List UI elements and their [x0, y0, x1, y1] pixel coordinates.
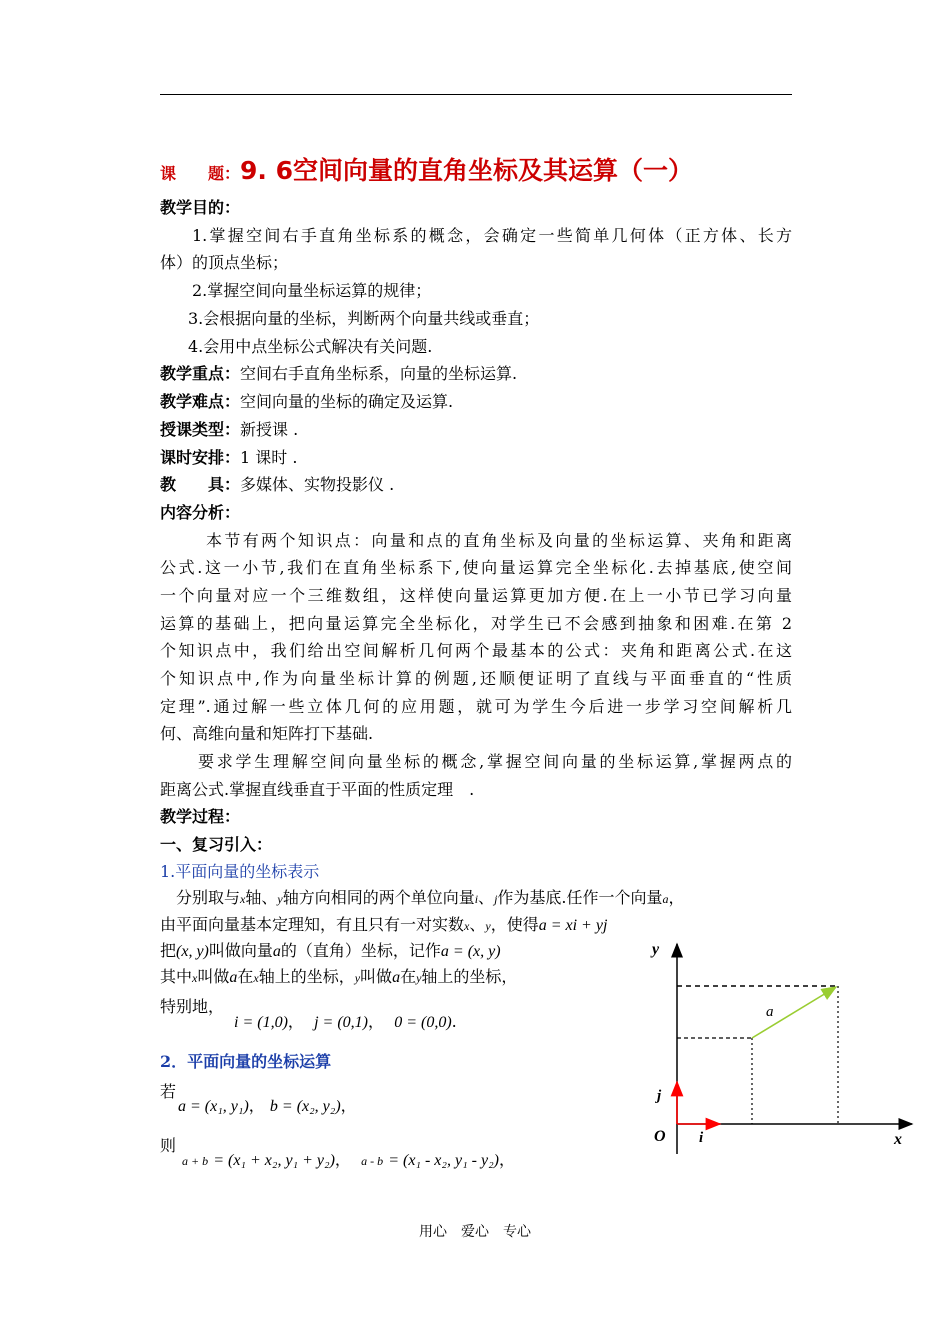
- topic1-line1: 分别取与x轴、y轴方向相同的两个单位向量i、j作为基底.任作一个向量a，: [176, 888, 685, 907]
- objective-1: 1.掌握空间右手直角坐标系的概念，会确定一些简单几何体（正方体、长方: [192, 226, 792, 245]
- objectives-heading: 教学目的：: [160, 198, 241, 217]
- analysis-p1-line: 本节有两个知识点：向量和点的直角坐标及向量的坐标运算、夹角和距离: [206, 531, 792, 550]
- key-points: 教学重点：空间右手直角坐标系，向量的坐标运算.: [160, 364, 518, 383]
- topic1-line2: 由平面向量基本定理知，有且只有一对实数x、y，使得a = xi + yj: [160, 915, 608, 934]
- page-title: [160, 151, 693, 187]
- vector-a-label: a: [766, 1004, 774, 1020]
- topic2-ze: 则: [160, 1136, 177, 1155]
- analysis-p1-line: 个知识点中,作为向量坐标计算的例题,还顺便证明了直线与平面垂直的“性质: [160, 669, 792, 688]
- j-label: j: [657, 1088, 662, 1104]
- analysis-p1-line: 何、高维向量和矩阵打下基础.: [160, 724, 374, 743]
- page-footer: 用心 爱心 专心: [419, 1224, 531, 1240]
- topic1-line5-formulas: i = (1,0)， j = (0,1)， 0 = (0,0).: [234, 1012, 457, 1031]
- header-rule: [160, 94, 792, 95]
- analysis-p1-line: 一个向量对应一个三维数组，这样使向量运算更加方便.在上一小节已学习向量: [160, 586, 792, 605]
- i-label: i: [699, 1130, 704, 1146]
- analysis-p1-line: 个知识点中，我们给出空间解析几何两个最基本的公式：夹角和距离公式.在这: [160, 641, 792, 660]
- topic1-line5-label: 特别地，: [160, 997, 225, 1016]
- review-heading: 一、复习引入：: [160, 835, 273, 854]
- teaching-tools: 教 具：多媒体、实物投影仪 .: [160, 475, 395, 494]
- analysis-p2-line: 距离公式.掌握直线垂直于平面的性质定理 .: [160, 780, 475, 799]
- topic1-line3: 把(x, y)叫做向量a的（直角）坐标，记作a = (x, y): [160, 941, 501, 960]
- analysis-heading: 内容分析：: [160, 503, 241, 522]
- x-axis-label: x: [894, 1131, 902, 1148]
- analysis-p1-line: 定理”.通过解一些立体几何的应用题，就可为学生今后进一步学习空间解析几: [160, 697, 792, 716]
- analysis-p2-line: 要求学生理解空间向量坐标的概念,掌握空间向量的坐标运算,掌握两点的: [198, 752, 792, 771]
- y-axis-label: y: [652, 941, 660, 958]
- topic1-heading: 1.平面向量的坐标表示: [160, 862, 320, 881]
- objective-4: 4.会用中点坐标公式解决有关问题.: [188, 337, 433, 356]
- topic1-line4: 其中x叫做a在x轴上的坐标，y叫做a在y轴上的坐标，: [160, 967, 518, 986]
- time-arrangement: 课时安排：1 课时 .: [160, 448, 298, 467]
- topic2-heading: 2．平面向量的坐标运算: [160, 1052, 332, 1071]
- coordinate-figure: [640, 930, 920, 1160]
- title-text: 9. 6空间向量的直角坐标及其运算（一）: [240, 156, 694, 185]
- difficulties: 教学难点：空间向量的坐标的确定及运算.: [160, 392, 454, 411]
- vector-a-arrow: [752, 987, 836, 1038]
- analysis-p1-line: 运算的基础上，把向量运算完全坐标化，对学生已不会感到抽象和困难.在第 2: [160, 614, 792, 633]
- process-heading: 教学过程：: [160, 807, 241, 826]
- objective-3: 3.会根据向量的坐标，判断两个向量共线或垂直；: [188, 309, 540, 328]
- lesson-type: 授课类型：新授课 .: [160, 420, 299, 439]
- objective-1-cont: 体）的顶点坐标；: [160, 253, 289, 272]
- objective-2: 2.掌握空间向量坐标运算的规律；: [192, 281, 432, 300]
- topic2-defs: a = (x₁, y₁)， b = (x₂, y₂)，: [178, 1096, 357, 1115]
- title-label: 课 题：: [160, 164, 241, 183]
- analysis-p1-line: 公式.这一小节,我们在直角坐标系下,使向量运算完全坐标化.去掉基底,使空间: [160, 558, 792, 577]
- origin-label: O: [654, 1128, 666, 1145]
- topic2-ruo: 若: [160, 1082, 177, 1101]
- topic2-ops: a + b = (x₁ + x₂, y₁ + y₂)， a - b = (x₁ - x₂, y₁ - y₂)，: [182, 1150, 515, 1169]
